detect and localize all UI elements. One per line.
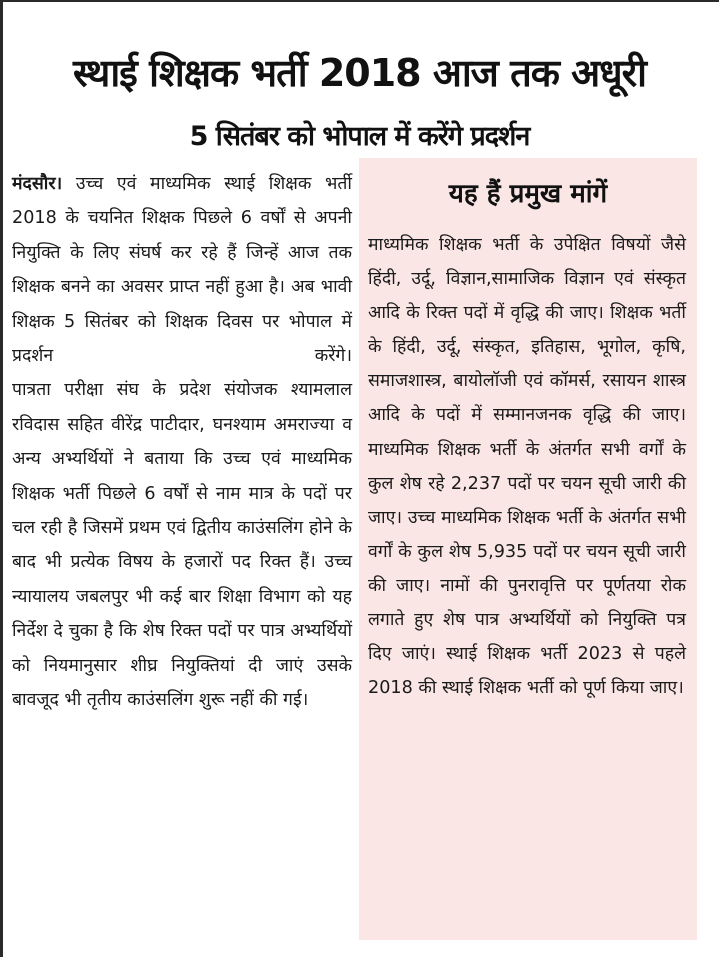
article-body-column — [12, 167, 352, 718]
article-subheadline: 5 सितंबर को भोपाल में करेंगे प्रदर्शन — [189, 121, 530, 152]
demands-box-title: यह हैं प्रमुख मांगें — [448, 179, 608, 209]
article-paragraph-2: पात्रता परीक्षा संघ के प्रदेश संयोजक श्यामलाल रविदास सहित वीरेंद्र पाटीदार, घनश्याम अमराज्या व अन्य अभ्यर्थियों ने बताया कि उच्च एवं माध्यमिक शिक्षक भर्ती पिछले 6 वर्षों से नाम मात्र के पदों पर चल रही है जिसमें प्रथम एवं द्वितीय काउंसलिंग होने के बाद भी प्रत्येक विषय के हजारों पद रिक्त हैं। उच्च न्यायालय जबलपुर भी कई बार शिक्षा विभाग को यह निर्देश दे चुका है कि शेष रिक्त पदों पर पात्र अभ्यर्थियों को नियमानुसार शीघ्र नियुक्तियां दी जाएं उसके बावजूद भी तृतीय काउंसलिंग शुरू नहीं की गई। — [12, 380, 352, 711]
article-headline: स्थाई शिक्षक भर्ती 2018 आज तक अधूरी — [73, 51, 646, 95]
article-paragraph-1 — [12, 167, 352, 373]
demands-box-body: माध्यमिक शिक्षक भर्ती के उपेक्षित विषयों जैसे हिंदी, उर्दू, विज्ञान,सामाजिक विज्ञान एवं संस्कृत आदि के रिक्त पदों में वृद्धि की जाए। शिक्षक भर्ती के हिंदी, उर्दू, संस्कृत, इतिहास, भूगोल, कृषि, समाजशास्त्र, बायोलॉजी एवं कॉमर्स, रसायन शास्त्र आदि के पदों में सम्मानजनक वृद्धि की जाए। माध्यमिक शिक्षक भर्ती के अंतर्गत सभी वर्गों के कुल शेष रहे 2,237 पदों पर चयन सूची जारी की जाए। उच्च माध्यमिक शिक्षक भर्ती के अंतर्गत सभी वर्गों के कुल शेष 5,935 पदों पर चयन सूची जारी की जाए। नामों की पुनरावृत्ति पर पूर्णतया रोक लगाते हुए शेष पात्र अभ्यर्थियों को नियुक्ति पत्र दिए जाएं। स्थाई शिक्षक भर्ती 2023 से पहले 2018 की स्थाई शिक्षक भर्ती को पूर्ण किया जाए। — [368, 235, 686, 699]
demands-box — [359, 158, 697, 940]
article-paragraph-1-text: उच्च एवं माध्यमिक स्थाई शिक्षक भर्ती 2018 के चयनित शिक्षक पिछले 6 वर्षों से अपनी नियुक्ति के लिए संघर्ष कर रहे हैं जिन्हें आज तक शिक्षक बनने का अवसर प्राप्त नहीं हुआ है। अब भावी शिक्षक 5 सितंबर को शिक्षक दिवस पर भोपाल में प्रदर्शन करेंगे। — [12, 174, 352, 367]
top-border-line — [0, 0, 719, 2]
article-dateline: मंदसौर। — [12, 174, 63, 194]
